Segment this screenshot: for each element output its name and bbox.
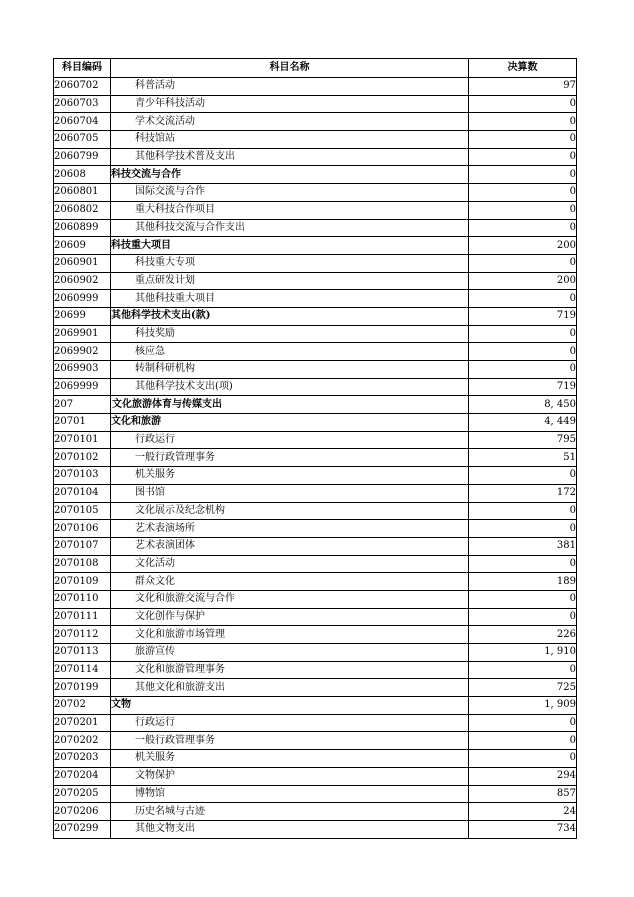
code-cell: 207 [54,396,111,414]
code-cell: 2060999 [54,290,111,308]
amount-cell: 719 [469,378,577,396]
name-cell: 其他科技重大项目 [111,290,469,308]
amount-cell: 0 [469,590,577,608]
code-cell: 20609 [54,237,111,255]
table-row [54,679,577,697]
name-cell: 其他文化和旅游支出 [111,679,469,697]
amount-cell: 0 [469,608,577,626]
code-cell: 2070203 [54,750,111,768]
amount-cell: 200 [469,237,577,255]
name-cell: 青少年科技活动 [111,95,469,113]
table-row [54,767,577,785]
name-cell: 艺术表演团体 [111,537,469,555]
amount-cell: 51 [469,449,577,467]
name-cell: 艺术表演场所 [111,520,469,538]
table-row [54,697,577,715]
table-row [54,608,577,626]
amount-cell: 0 [469,555,577,573]
code-cell: 2069999 [54,378,111,396]
table-row [54,714,577,732]
name-cell: 一般行政管理事务 [111,449,469,467]
amount-cell: 0 [469,113,577,131]
amount-cell: 172 [469,484,577,502]
table-row [54,785,577,803]
table-row [54,820,577,838]
amount-cell: 4, 449 [469,414,577,432]
name-cell: 重点研发计划 [111,272,469,290]
name-cell: 旅游宣传 [111,644,469,662]
amount-cell: 0 [469,520,577,538]
name-cell: 博物馆 [111,785,469,803]
table-row [54,414,577,432]
amount-cell: 719 [469,307,577,325]
table-row [54,520,577,538]
code-cell: 2060705 [54,131,111,149]
code-cell: 2070105 [54,502,111,520]
amount-cell: 0 [469,325,577,343]
name-cell: 文化和旅游交流与合作 [111,590,469,608]
table-row [54,661,577,679]
amount-cell: 97 [469,78,577,96]
code-cell: 2070206 [54,803,111,821]
table-row [54,626,577,644]
name-cell: 文物保护 [111,767,469,785]
name-cell: 文化和旅游 [111,414,469,432]
table-row [54,502,577,520]
table-row [54,166,577,184]
amount-cell: 725 [469,679,577,697]
amount-cell: 0 [469,219,577,237]
name-cell: 群众文化 [111,573,469,591]
name-cell: 核应急 [111,343,469,361]
table-row [54,537,577,555]
name-cell: 转制科研机构 [111,361,469,379]
table-row [54,449,577,467]
table-row [54,290,577,308]
code-cell: 2060703 [54,95,111,113]
header-code: 科目编码 [54,59,111,78]
code-cell: 2060799 [54,148,111,166]
amount-cell: 381 [469,537,577,555]
table-header-row [54,59,577,78]
name-cell: 图书馆 [111,484,469,502]
header-amount: 决算数 [469,59,577,78]
name-cell: 科技奖励 [111,325,469,343]
table-row [54,184,577,202]
code-cell: 2070103 [54,467,111,485]
table-row [54,148,577,166]
code-cell: 2069903 [54,361,111,379]
code-cell: 2069901 [54,325,111,343]
name-cell: 文化旅游体育与传媒支出 [111,396,469,414]
code-cell: 2070199 [54,679,111,697]
table-row [54,201,577,219]
code-cell: 2070104 [54,484,111,502]
table-row [54,484,577,502]
code-cell: 2070110 [54,590,111,608]
amount-cell: 734 [469,820,577,838]
amount-cell: 0 [469,201,577,219]
amount-cell: 0 [469,732,577,750]
amount-cell: 0 [469,750,577,768]
amount-cell: 0 [469,343,577,361]
table-row [54,644,577,662]
table-row [54,378,577,396]
table-row [54,750,577,768]
table-row [54,803,577,821]
name-cell: 其他科学技术普及支出 [111,148,469,166]
amount-cell: 189 [469,573,577,591]
name-cell: 文物 [111,697,469,715]
code-cell: 2070102 [54,449,111,467]
amount-cell: 200 [469,272,577,290]
code-cell: 2070106 [54,520,111,538]
table-row [54,113,577,131]
table-row [54,78,577,96]
table-row [54,590,577,608]
table-row [54,361,577,379]
amount-cell: 1, 909 [469,697,577,715]
name-cell: 国际交流与合作 [111,184,469,202]
table-row [54,573,577,591]
code-cell: 2060902 [54,272,111,290]
amount-cell: 226 [469,626,577,644]
amount-cell: 0 [469,184,577,202]
table-row [54,732,577,750]
code-cell: 2070204 [54,767,111,785]
table-row [54,131,577,149]
name-cell: 科普活动 [111,78,469,96]
code-cell: 2060702 [54,78,111,96]
name-cell: 一般行政管理事务 [111,732,469,750]
amount-cell: 0 [469,661,577,679]
code-cell: 2060801 [54,184,111,202]
name-cell: 科技交流与合作 [111,166,469,184]
amount-cell: 0 [469,95,577,113]
code-cell: 20701 [54,414,111,432]
name-cell: 科技馆站 [111,131,469,149]
code-cell: 2070114 [54,661,111,679]
amount-cell: 0 [469,254,577,272]
name-cell: 文化活动 [111,555,469,573]
amount-cell: 0 [469,290,577,308]
name-cell: 机关服务 [111,467,469,485]
code-cell: 20702 [54,697,111,715]
code-cell: 2070205 [54,785,111,803]
name-cell: 文化展示及纪念机构 [111,502,469,520]
name-cell: 其他文物支出 [111,820,469,838]
name-cell: 其他科技交流与合作支出 [111,219,469,237]
code-cell: 2070202 [54,732,111,750]
name-cell: 重大科技合作项目 [111,201,469,219]
name-cell: 其他科学技术支出(款) [111,307,469,325]
amount-cell: 0 [469,361,577,379]
name-cell: 文化和旅游市场管理 [111,626,469,644]
budget-table [53,58,577,839]
code-cell: 2070108 [54,555,111,573]
name-cell: 科技重大项目 [111,237,469,255]
code-cell: 2070101 [54,431,111,449]
name-cell: 历史名城与古迹 [111,803,469,821]
amount-cell: 294 [469,767,577,785]
table-row [54,467,577,485]
amount-cell: 8, 450 [469,396,577,414]
code-cell: 2070111 [54,608,111,626]
name-cell: 学术交流活动 [111,113,469,131]
amount-cell: 857 [469,785,577,803]
table-row [54,237,577,255]
table-row [54,343,577,361]
code-cell: 2060899 [54,219,111,237]
amount-cell: 0 [469,467,577,485]
code-cell: 2070201 [54,714,111,732]
table-row [54,431,577,449]
code-cell: 2060802 [54,201,111,219]
table-body [54,78,577,839]
code-cell: 2070299 [54,820,111,838]
table-row [54,555,577,573]
amount-cell: 0 [469,166,577,184]
amount-cell: 0 [469,148,577,166]
code-cell: 2070109 [54,573,111,591]
table-row [54,219,577,237]
code-cell: 2070113 [54,644,111,662]
amount-cell: 0 [469,714,577,732]
code-cell: 2070107 [54,537,111,555]
amount-cell: 1, 910 [469,644,577,662]
amount-cell: 0 [469,502,577,520]
name-cell: 行政运行 [111,714,469,732]
code-cell: 2060704 [54,113,111,131]
name-cell: 科技重大专项 [111,254,469,272]
code-cell: 20608 [54,166,111,184]
table-row [54,396,577,414]
name-cell: 其他科学技术支出(项) [111,378,469,396]
code-cell: 2070112 [54,626,111,644]
code-cell: 20699 [54,307,111,325]
name-cell: 机关服务 [111,750,469,768]
table-row [54,325,577,343]
table-row [54,95,577,113]
amount-cell: 795 [469,431,577,449]
header-name: 科目名称 [111,59,469,78]
name-cell: 行政运行 [111,431,469,449]
name-cell: 文化创作与保护 [111,608,469,626]
code-cell: 2069902 [54,343,111,361]
amount-cell: 24 [469,803,577,821]
name-cell: 文化和旅游管理事务 [111,661,469,679]
table-row [54,272,577,290]
table-row [54,254,577,272]
code-cell: 2060901 [54,254,111,272]
amount-cell: 0 [469,131,577,149]
table-row [54,307,577,325]
